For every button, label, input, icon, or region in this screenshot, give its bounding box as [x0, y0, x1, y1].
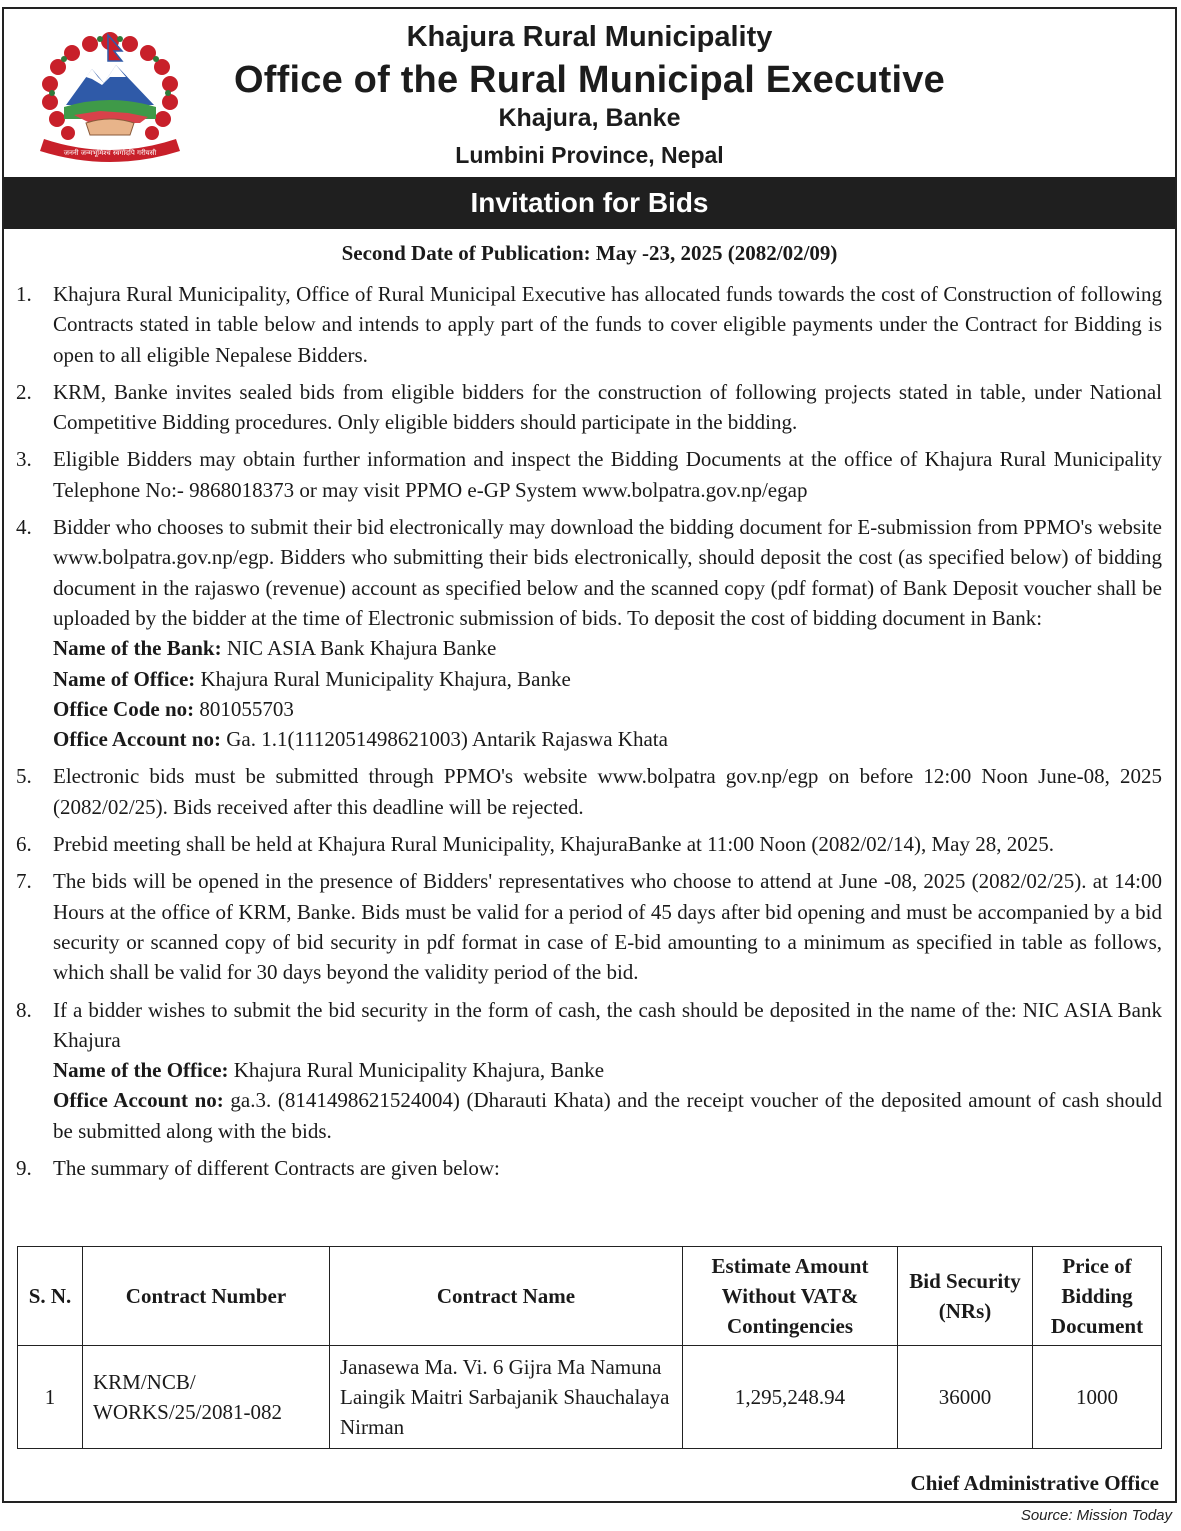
cell-estimate-amount: 1,295,248.94	[683, 1346, 898, 1449]
office-detail: Name of the Office: Khajura Rural Municipality Khajura, Banke	[53, 1058, 605, 1083]
item-number: 7.	[16, 869, 32, 894]
header-document-price: Price of Bidding Document	[1033, 1247, 1162, 1346]
item-text: The bids will be opened in the presence of Bidders' representatives who choose to attend at June -08, 2025 (2082/02/25). at 14:00 Hours at the office of KRM, Banke. Bids must be valid for a period of 45 days after bid opening and must be accompanied by a bid security or scanned copy of bid security in pdf format in case of E-bid amounting to a minimum as specified in table as follows, which shall be valid for 30 days beyond the validity period of the bid.	[53, 869, 1162, 985]
cell-sn: 1	[18, 1346, 83, 1449]
header-estimate-amount: Estimate Amount Without VAT& Contingencies	[683, 1247, 898, 1346]
list-item	[16, 377, 1162, 438]
contracts-table	[17, 1246, 1162, 1449]
header-contract-number: Contract Number	[83, 1247, 330, 1346]
office-detail: Name of Office: Khajura Rural Municipality Khajura, Banke	[53, 666, 571, 691]
notice-title-banner: Invitation for Bids	[4, 177, 1175, 229]
item-text: Prebid meeting shall be held at Khajura Rural Municipality, KhajuraBanke at 11:00 Noon (2082/02/14), May 28, 2025.	[53, 832, 1054, 857]
item-number: 3.	[16, 447, 32, 472]
item-number: 8.	[16, 997, 32, 1022]
item-text: Bidder who chooses to submit their bid electronically may download the bidding document for E-submission from PPMO's website www.bolpatra.gov.np/egp. Bidders who submitting their bids electronically, should deposit the cost (as specified below) of bidding document in the rajaswo (revenue) account as specified below and the scanned copy (pdf format) of Bank Deposit voucher shall be uploaded by the bidder at the time of Electronic submission of bids. To deposit the cost of bidding document in Bank:	[53, 515, 1162, 630]
notice-frame	[2, 7, 1177, 1503]
list-item	[16, 444, 1162, 505]
province-line: Lumbini Province, Nepal	[455, 142, 724, 168]
source-credit: Source: Mission Today	[1020, 1507, 1172, 1524]
item-text: If a bidder wishes to submit the bid security in the form of cash, the cash should be deposited in the name of the: NIC ASIA Bank Khajura	[53, 997, 1162, 1052]
location-line: Khajura, Banke	[498, 104, 681, 132]
cell-contract-number: KRM/NCB/ WORKS/25/2081-082	[83, 1346, 330, 1449]
item-text: Electronic bids must be submitted through PPMO's website www.bolpatra gov.np/egp on before 12:00 Noon June-08, 2025 (2082/02/25). Bids received after this deadline will be rejected.	[53, 764, 1162, 819]
item-number: 4.	[16, 515, 32, 540]
municipality-name: Khajura Rural Municipality	[406, 21, 773, 53]
list-item	[16, 829, 1162, 859]
office-code-detail: Office Code no: 801055703	[53, 696, 294, 721]
item-text: Khajura Rural Municipality, Office of Rural Municipal Executive has allocated funds towards the cost of Construction of following Contracts stated in table below and intends to apply part of the funds to cover eligible payments under the Contract for Bidding is open to all eligible Nepalese Bidders.	[53, 282, 1162, 367]
list-item	[16, 279, 1162, 370]
list-item	[16, 866, 1162, 987]
cell-contract-name: Janasewa Ma. Vi. 6 Gijra Ma Namuna Laingik Maitri Sarbajanik Shauchalaya Nirman	[330, 1346, 683, 1449]
list-item	[16, 761, 1162, 822]
cell-document-price: 1000	[1033, 1346, 1162, 1449]
header-sn: S. N.	[18, 1247, 83, 1346]
emblem-caption: जननी जन्मभूमिश्च स्वर्गादपि गरीयसी	[63, 149, 157, 157]
item-number: 9.	[16, 1156, 32, 1181]
item-text: The summary of different Contracts are given below:	[53, 1156, 500, 1181]
notice-items	[16, 279, 1162, 1190]
account-detail: Office Account no: ga.3. (8141498621524004) (Dharauti Khata) and the receipt voucher of the deposited amount of cash should be submitted along with the bids.	[53, 1088, 1162, 1143]
notice-header	[4, 9, 1175, 179]
account-detail: Office Account no: Ga. 1.1(1112051498621003) Antarik Rajaswa Khata	[53, 727, 668, 752]
item-number: 1.	[16, 282, 32, 306]
item-number: 2.	[16, 379, 32, 404]
office-name: Office of the Rural Municipal Executive	[234, 59, 945, 101]
signoff: Chief Administrative Office	[910, 1471, 1159, 1495]
cell-bid-security: 36000	[898, 1346, 1033, 1449]
item-number: 6.	[16, 832, 32, 857]
header-bid-security: Bid Security (NRs)	[898, 1247, 1033, 1346]
item-text: KRM, Banke invites sealed bids from eligible bidders for the construction of following projects stated in table, under National Competitive Bidding procedures. Only eligible bidders should participate in the bidding.	[53, 379, 1162, 435]
table-header-row	[18, 1247, 1162, 1346]
item-number: 5.	[16, 764, 32, 789]
list-item	[16, 512, 1162, 754]
bank-detail: Name of the Bank: NIC ASIA Bank Khajura Banke	[53, 636, 497, 661]
list-item	[16, 1153, 1162, 1183]
list-item	[16, 995, 1162, 1146]
item-text: Eligible Bidders may obtain further information and inspect the Bidding Documents at the office of Khajura Rural Municipality Telephone No:- 9868018373 or may visit PPMO e-GP System www.bolpatra.gov.np/egap	[53, 447, 1162, 502]
header-contract-name: Contract Name	[330, 1247, 683, 1346]
table-row	[18, 1346, 1162, 1449]
publication-date: Second Date of Publication: May -23, 2025 (2082/02/09)	[341, 241, 838, 265]
